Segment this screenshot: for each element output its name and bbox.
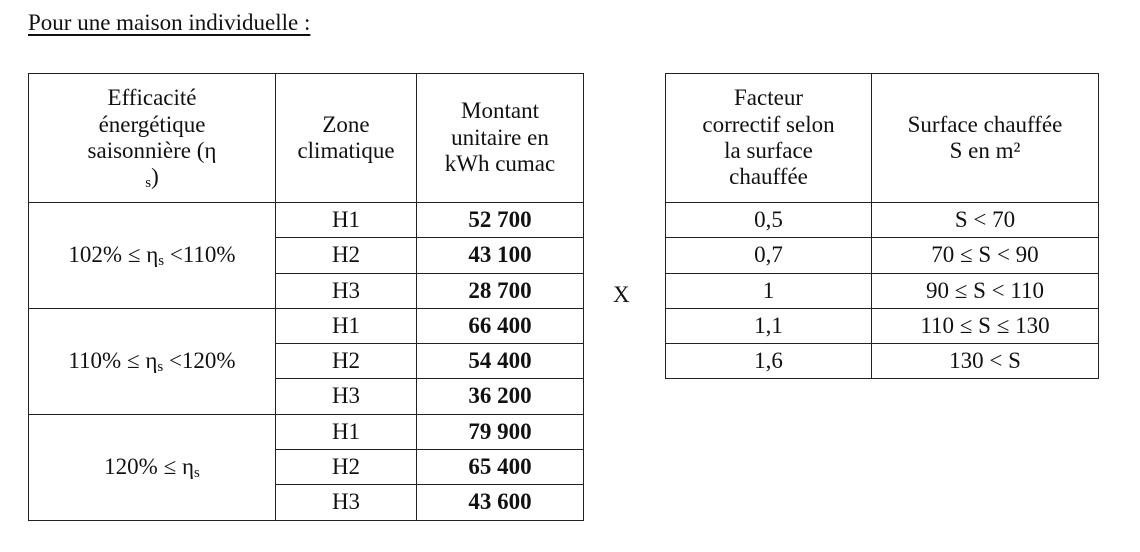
zone-cell: H2 [276,238,417,273]
zone-cell: H1 [276,308,417,343]
table-row [29,414,584,449]
efficiency-pre: 102% ≤ η [68,242,159,268]
amount-cell: 43 100 [417,238,584,273]
factor-cell: 1,1 [666,308,872,343]
surface-cell: 90 ≤ S < 110 [872,273,1099,308]
amount-cell: 28 700 [417,273,584,308]
table-row [666,273,1099,308]
header-factor [666,74,872,203]
efficiency-sub: s [193,465,200,481]
zone-cell: H2 [276,450,417,485]
header-zone-text: Zone climatique [297,111,395,163]
table-row [29,203,584,238]
zone-cell: H1 [276,203,417,238]
zone-cell: H1 [276,414,417,449]
factor-cell: 0,5 [666,203,872,238]
table-row [666,238,1099,273]
efficiency-pre: 110% ≤ η [68,348,158,374]
page-title: Pour une maison individuelle : [28,10,311,35]
header-amount-text: Montant unitaire en kWh cumac [444,98,556,177]
efficiency-range-cell [29,203,276,309]
efficiency-pre: 120% ≤ η [104,454,194,479]
zone-cell: H2 [276,344,417,379]
header-efficiency-text: Efficacité énergétique saisonnière (η [87,85,217,163]
zone-cell: H3 [276,379,417,414]
amount-cell: 54 400 [417,344,584,379]
efficiency-sub: s [157,359,164,376]
header-amount [417,74,584,203]
factor-cell: 0,7 [666,238,872,273]
surface-cell: 70 ≤ S < 90 [872,238,1099,273]
header-surface-text: Surface chauffée S en m² [907,111,1063,163]
amount-cell: 36 200 [417,379,584,414]
table-header-row [29,74,584,203]
zone-cell: H3 [276,273,417,308]
zone-cell: H3 [276,485,417,520]
factor-cell: 1 [666,273,872,308]
header-efficiency-sub: s [145,175,152,192]
surface-cell: 130 < S [872,344,1099,379]
amount-cell: 52 700 [417,203,584,238]
surface-cell: S < 70 [872,203,1099,238]
amount-cell: 65 400 [417,450,584,485]
table-row [29,308,584,343]
table-row [666,344,1099,379]
surface-cell: 110 ≤ S ≤ 130 [872,308,1099,343]
amount-cell: 43 600 [417,485,584,520]
efficiency-range-cell [29,414,276,520]
factor-cell: 1,6 [666,344,872,379]
efficiency-sub: s [158,253,165,270]
header-efficiency-tail: ) [151,164,159,190]
efficiency-post: <110% [164,242,236,268]
table-header-row [666,74,1099,203]
header-efficiency [29,74,276,203]
header-surface [872,74,1099,203]
efficiency-range-cell [29,308,276,414]
header-zone [276,74,417,203]
surface-factor-table [665,73,1099,379]
efficiency-post: <120% [163,348,236,374]
efficiency-amount-table [28,73,584,521]
header-factor-text: Facteur correctif selon la surface chauffée [702,85,835,190]
multiply-sign: X [613,282,630,307]
table-row [666,203,1099,238]
amount-cell: 79 900 [417,414,584,449]
amount-cell: 66 400 [417,308,584,343]
table-row [666,308,1099,343]
